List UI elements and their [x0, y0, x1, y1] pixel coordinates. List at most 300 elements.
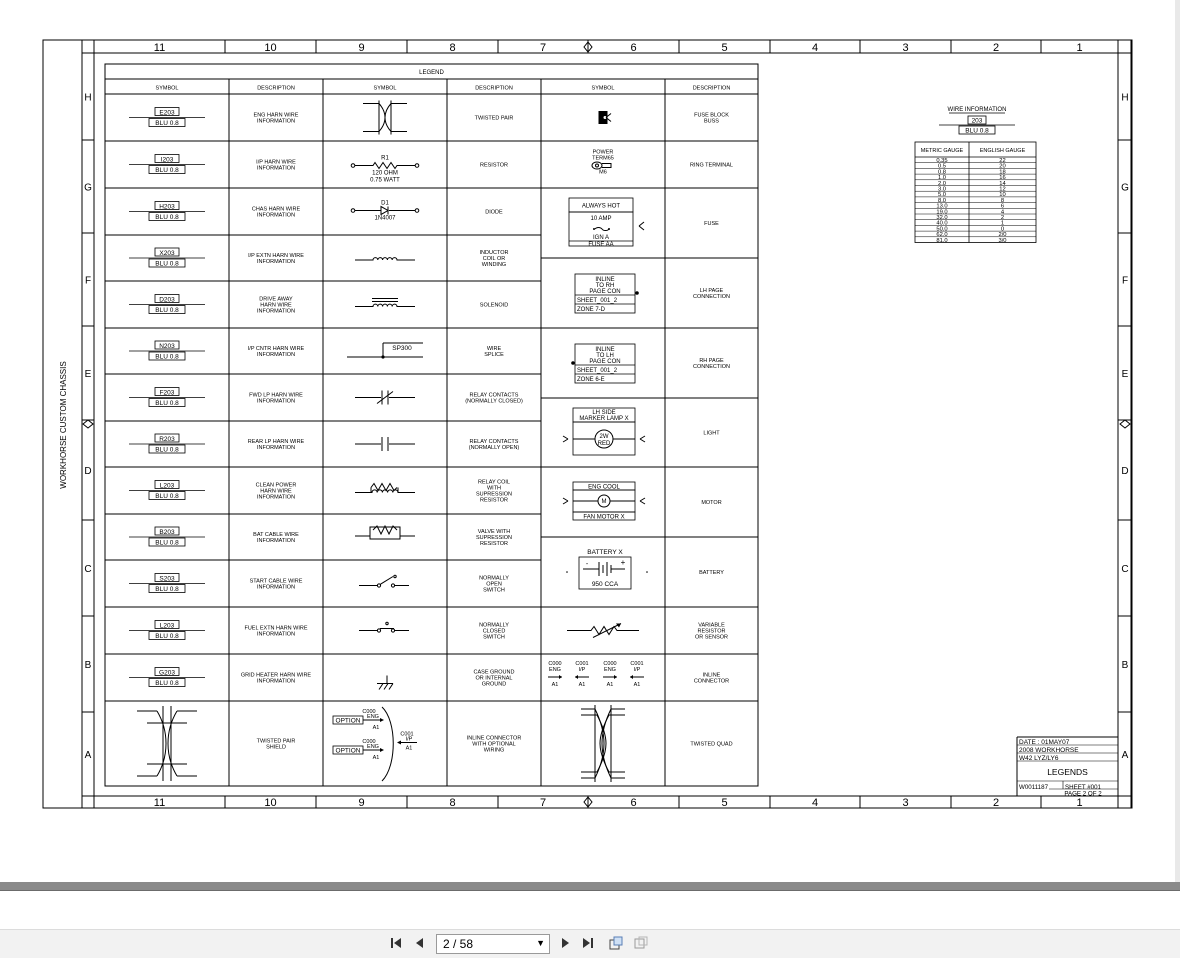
column-label: 8 [449, 797, 456, 809]
ring-terminal-label: TERM65 [592, 155, 614, 162]
title-block-date: DATE : 01MAY07 [1019, 739, 1070, 746]
light-arrow [563, 436, 568, 439]
wire-description: I/P CNTR HARN WIRE [247, 345, 305, 352]
gauge-metric: 0.8 [937, 169, 947, 176]
symbol-description: NORMALLY [479, 622, 509, 629]
connector-arrow [380, 718, 384, 722]
symbol-description: RELAY CONTACTS [469, 392, 519, 399]
wire-description: BAT CABLE WIRE [253, 531, 299, 538]
column-label: 4 [811, 797, 819, 809]
page-connector-label: INLINE [595, 347, 615, 353]
row-label: F [84, 275, 92, 287]
column-label: 1 [1076, 797, 1083, 809]
symbol-description: WIRING [483, 747, 505, 754]
first-page-icon[interactable] [388, 935, 404, 951]
gauge-metric: 40.0 [936, 220, 948, 227]
row-label: E [84, 369, 92, 380]
fuse-always-hot: ALWAYS HOT [581, 203, 621, 210]
symbol-description: BUSS [704, 118, 719, 125]
symbol-description: OPEN [486, 581, 502, 588]
battery-plus: + [620, 558, 626, 567]
motor-arrow [640, 498, 645, 501]
switch-blade [380, 577, 393, 585]
fuse-arrow [639, 222, 644, 226]
wire-description: REAR LP HARN WIRE [247, 438, 305, 445]
symbol-description: INLINE [702, 672, 721, 679]
column-label: 9 [358, 42, 365, 54]
symbol-description: WIRE [486, 345, 502, 352]
wire-description: CLEAN POWER [255, 482, 297, 489]
wire-description: GRID HEATER HARN WIRE [240, 672, 312, 679]
twisted-quad-symbol [581, 715, 625, 772]
symbol-description: LIGHT [703, 430, 720, 437]
inline-connector-harness: I/P [578, 667, 586, 673]
motor-arrow [563, 498, 568, 501]
option-label: OPTION [335, 747, 361, 755]
wire-description: HARN WIRE [260, 488, 292, 495]
symbol-description: CLOSED [482, 628, 506, 635]
ground-hatch [389, 684, 393, 690]
row-label: H [84, 92, 92, 104]
symbol-description: RESISTOR [479, 162, 509, 169]
column-label: 4 [811, 42, 819, 54]
row-label: A [1121, 750, 1129, 761]
title-block-sheet: SHEET #001 [1065, 784, 1102, 791]
symbol-description: SWITCH [483, 634, 505, 641]
symbol-description: RH PAGE [699, 357, 724, 364]
symbol-description: (NORMALLY CLOSED) [465, 398, 523, 405]
legend-title: LEGEND [419, 70, 444, 76]
wire-description: DRIVE AWAY [259, 296, 293, 303]
symbol-description: OR INTERNAL [475, 675, 513, 682]
gauge-english: 3/0 [998, 237, 1007, 244]
inductor-symbol [355, 258, 415, 260]
symbol-description: WINDING [481, 261, 507, 268]
gauge-english: 22 [999, 158, 1006, 164]
wire-description: INFORMATION [256, 631, 296, 638]
column-label: 8 [449, 42, 456, 54]
symbol-description: RELAY CONTACTS [469, 438, 519, 445]
gauge-header: METRIC GAUGE [920, 148, 964, 154]
row-label: C [1121, 564, 1129, 575]
wire-color: BLU 0.8 [155, 493, 179, 500]
motor-arrow [640, 501, 645, 504]
lamp-color: RED [597, 441, 611, 447]
light-arrow [563, 439, 568, 442]
page-navigation-toolbar [0, 929, 1180, 958]
light-arrow [640, 436, 645, 439]
page-connector-label: TO RH [595, 283, 615, 289]
row-label: E [1121, 369, 1129, 380]
wire-code: X203 [159, 249, 175, 257]
relay-coil-symbol [355, 490, 415, 493]
wire-code: I203 [160, 156, 174, 164]
connector-pin: A1 [372, 725, 380, 731]
solenoid-symbol [355, 304, 415, 306]
gauge-metric: 5.0 [937, 192, 947, 199]
previous-page-icon[interactable] [412, 935, 428, 951]
wire-description: INFORMATION [256, 537, 296, 544]
gauge-metric: 50.0 [936, 226, 948, 233]
wire-description: FWD LP HARN WIRE [249, 392, 303, 399]
wire-color: BLU 0.8 [155, 260, 179, 268]
switch-actuator [386, 622, 388, 624]
row-label: F [1121, 275, 1129, 287]
terminal-dot [351, 164, 355, 168]
page-number-value: 2 / 58 [443, 937, 474, 951]
wire-description: CHAS HARN WIRE [251, 206, 301, 213]
row-label: D [1121, 466, 1129, 477]
fit-page-icon[interactable] [633, 935, 649, 951]
symbol-description: CASE GROUND [473, 669, 515, 676]
column-label: 1 [1076, 42, 1083, 54]
symbol-description: (NORMALLY OPEN) [468, 444, 520, 451]
wire-code: B203 [159, 528, 175, 536]
gauge-english: 0 [1000, 226, 1005, 233]
wire-code: S203 [159, 575, 175, 583]
column-label: 7 [539, 42, 547, 54]
gauge-metric: 62.0 [936, 232, 948, 239]
legend-header: DESCRIPTION [257, 85, 295, 92]
connector-harness: ENG [367, 744, 379, 750]
symbol-description: RESISTOR [479, 497, 509, 504]
wire-color: BLU 0.8 [155, 446, 179, 454]
inline-connector-harness: I/P [633, 667, 641, 673]
column-label: 5 [721, 42, 728, 54]
wire-color: BLU 0.8 [155, 680, 179, 687]
wire-description: TWISTED PAIR [256, 738, 296, 745]
symbol-description: CONNECTION [693, 363, 730, 370]
wire-description: I/P EXTN HARN WIRE [248, 252, 304, 259]
ground-hatch [379, 684, 383, 690]
symbol-description: FUSE [704, 220, 719, 227]
title-block-model: W42 LYZ/LY6 [1019, 755, 1059, 762]
inline-connector-name: C000 [603, 661, 617, 667]
gauge-metric: 8.0 [937, 197, 947, 204]
column-label: 6 [630, 42, 637, 54]
symbol-description: RESISTOR [697, 628, 726, 635]
symbol-description: FUSE BLOCK [694, 112, 729, 119]
wire-description: I/P HARN WIRE [256, 159, 296, 166]
wire-description: INFORMATION [256, 165, 296, 172]
connector-pin: A1 [372, 755, 380, 761]
symbol-description: SUPRESSION [475, 491, 513, 498]
inline-connector-pin: A1 [551, 682, 559, 688]
battery-cca: 950 CCA [591, 581, 619, 588]
resistor-power: 0.75 WATT [370, 177, 400, 184]
column-label: 7 [539, 797, 547, 809]
twisted-pair-shield-symbol [137, 711, 197, 776]
wire-description: SHIELD [266, 744, 286, 751]
ring-terminal-label: M6 [599, 169, 607, 176]
wire-color: BLU 0.8 [155, 539, 179, 547]
twisted-quad-symbol [581, 709, 625, 778]
inline-connector-name: C000 [548, 661, 562, 667]
row-label: G [1121, 182, 1129, 194]
chevron-down-icon: ▼ [536, 938, 545, 948]
wire-description: HARN WIRE [260, 302, 292, 309]
legend-header: DESCRIPTION [475, 85, 513, 92]
diode-ref: D1 [381, 200, 389, 207]
symbol-description: OR SENSOR [694, 634, 729, 641]
gauge-english: 2 [1000, 215, 1005, 221]
splice-label: SP300 [392, 345, 412, 352]
column-label: 6 [630, 797, 637, 809]
gauge-metric: 1.0 [937, 175, 947, 182]
gauge-english: 10 [999, 192, 1006, 199]
symbol-description: CONNECTION [693, 293, 730, 300]
gauge-metric: 0.5 [937, 163, 947, 170]
page-connector-zone: ZONE 7-D [577, 307, 606, 313]
page-connector-zone: ZONE 6-E [577, 377, 605, 383]
wire-description: INFORMATION [256, 212, 296, 219]
inline-connector-pin: A1 [633, 682, 641, 688]
symbol-description: WITH [486, 485, 502, 492]
legend-header: DESCRIPTION [692, 85, 731, 92]
symbol-description: NORMALLY [479, 575, 509, 582]
symbol-description: CONNECTOR [693, 678, 730, 685]
symbol-description: COIL OR [482, 255, 506, 262]
column-label: 2 [992, 797, 1000, 809]
terminal-dot [415, 209, 419, 213]
inline-connector-name: C001 [575, 661, 589, 667]
wire-description: INFORMATION [256, 494, 296, 501]
wire-color: BLU 0.8 [155, 633, 179, 640]
motor-letter: M [601, 499, 607, 505]
connector-harness: I/P [405, 736, 413, 743]
connector-harness: ENG [367, 714, 379, 720]
page-connector-label: INLINE [595, 277, 615, 283]
symbol-description: RING TERMINAL [690, 162, 733, 169]
last-page-icon[interactable] [580, 935, 596, 951]
viewer-empty-area [0, 891, 1180, 929]
page-connector-dot [571, 361, 575, 365]
gauge-metric: 32.0 [936, 215, 948, 221]
symbol-description: GROUND [481, 681, 507, 688]
symbol-description: SWITCH [483, 587, 505, 594]
wire-code: R203 [159, 435, 175, 443]
column-label: 9 [358, 797, 365, 809]
gauge-metric: 81.0 [936, 237, 948, 244]
symbol-description: DIODE [485, 209, 503, 216]
wire-description: INFORMATION [256, 444, 296, 451]
row-label: D [84, 466, 92, 477]
ground-hatch [384, 684, 388, 690]
row-label: A [84, 750, 92, 761]
connector-bracket [382, 707, 393, 781]
inline-connector-arrow [575, 675, 578, 679]
row-label: C [84, 564, 92, 575]
gauge-english: 8 [1000, 197, 1005, 204]
connector-name: C001 [400, 731, 414, 738]
switch-pivot [377, 629, 380, 632]
battery-minus: - [585, 561, 589, 568]
wire-description: INFORMATION [256, 584, 296, 591]
motor-label: FAN MOTOR X [583, 514, 625, 521]
switch-actuator [394, 575, 396, 577]
symbol-description: WITH OPTIONAL [472, 741, 516, 748]
fuse-name: FUSE AA [588, 242, 614, 248]
column-label: 2 [992, 42, 1000, 54]
vertical-scrollbar[interactable] [1175, 0, 1180, 882]
inline-connector-arrow [559, 675, 562, 679]
symbol-description: LH PAGE [699, 287, 724, 294]
title-block-title: LEGENDS [1047, 767, 1088, 777]
option-label: OPTION [335, 717, 361, 725]
gauge-english: 20 [999, 163, 1006, 170]
splice-dot [381, 355, 384, 358]
inline-connector-arrow [630, 675, 633, 679]
ring-terminal-label: POWER [592, 149, 614, 156]
symbol-description: INLINE CONNECTOR [466, 735, 522, 742]
column-label: 10 [264, 797, 277, 809]
resistor-ref: R1 [381, 155, 389, 162]
symbol-description: TWISTED PAIR [474, 115, 514, 122]
title-block-page: PAGE 2 OF 2 [1064, 790, 1102, 798]
symbol-description: SUPRESSION [475, 534, 513, 541]
legend-header: SYMBOL [155, 85, 179, 92]
connector-arrow [380, 748, 384, 752]
terminal-dot [415, 164, 419, 168]
gauge-metric: 13.0 [936, 203, 948, 210]
light-arrow [640, 439, 645, 442]
wire-color: BLU 0.8 [155, 214, 179, 221]
fuse-amp: 10 AMP [590, 216, 612, 222]
column-label: 3 [902, 797, 909, 809]
legend-header: SYMBOL [373, 85, 397, 92]
gauge-english: 18 [999, 169, 1006, 176]
switch-contact [391, 584, 394, 587]
gauge-metric: 0.35 [936, 158, 948, 164]
symbol-description: MOTOR [701, 499, 722, 506]
battery-dot [566, 571, 568, 573]
wire-description: INFORMATION [256, 351, 296, 358]
next-page-icon[interactable] [557, 935, 573, 951]
terminal-dot [351, 209, 355, 213]
symbol-description: BATTERY [699, 569, 724, 576]
gauge-english: 14 [999, 180, 1006, 187]
inline-connector-pin: A1 [606, 682, 614, 688]
wire-color: BLU 0.8 [155, 120, 179, 127]
gauge-header: ENGLISH GAUGE [979, 148, 1026, 154]
symbol-description: INDUCTOR [479, 249, 509, 256]
symbol-description: SOLENOID [479, 302, 509, 309]
inline-connector-pin: A1 [578, 682, 586, 688]
gauge-english: 4 [1000, 209, 1005, 216]
row-label: H [1121, 92, 1129, 104]
symbol-description: VALVE WITH [477, 528, 511, 535]
symbol-description: RELAY COIL [478, 479, 510, 486]
fuse-ign: IGN A [592, 235, 610, 241]
wire-code: L203 [159, 482, 175, 490]
wire-code: E203 [159, 109, 175, 117]
gauge-metric: 2.0 [937, 180, 947, 187]
wire-info-title: WIRE INFORMATION [947, 107, 1007, 113]
wire-code: D203 [159, 296, 175, 304]
column-label: 11 [153, 797, 166, 809]
center-mark [1120, 420, 1130, 428]
gauge-english: 2/0 [998, 232, 1007, 239]
variable-resistor-symbol [567, 627, 639, 635]
legend-header: SYMBOL [591, 85, 615, 92]
gauge-metric: 19.0 [936, 209, 948, 216]
rotate-view-icon[interactable] [608, 935, 624, 951]
fuse-arrow [639, 226, 644, 230]
motor-label: ENG COOL [588, 484, 620, 491]
connector-pin: A1 [405, 745, 413, 752]
side-title: WORKHORSE CUSTOM CHASSIS [59, 361, 68, 489]
wire-color: BLU 0.8 [155, 586, 179, 593]
wire-description: INFORMATION [256, 308, 296, 315]
row-label: G [84, 182, 92, 194]
diode-symbol [381, 207, 388, 215]
column-label: 11 [153, 42, 166, 54]
wire-description: INFORMATION [256, 258, 296, 265]
page-connector-label: TO LH [596, 353, 614, 359]
page-number-select[interactable] [436, 934, 550, 954]
wire-description: INFORMATION [256, 398, 296, 405]
title-block-doc: W0011187 [1019, 784, 1049, 791]
symbol-description: TWISTED QUAD [690, 741, 733, 748]
page-connector-sheet: SHEET_001_2 [577, 368, 618, 374]
ring-terminal-barrel [602, 164, 611, 168]
wire-color: BLU 0.8 [155, 353, 179, 361]
light-label: MARKER LAMP X [579, 416, 629, 422]
resistor-symbol [355, 163, 415, 169]
light-label: LH SIDE [592, 410, 616, 416]
gauge-metric: 3.0 [937, 186, 947, 193]
inline-connector-name: C001 [630, 661, 644, 667]
gauge-english: 12 [999, 186, 1006, 193]
diode-part: 1N4007 [374, 215, 396, 222]
gauge-english: 1 [1000, 220, 1005, 227]
row-label: B [1121, 660, 1129, 671]
gauge-english: 16 [999, 175, 1006, 182]
wire-description: START CABLE WIRE [249, 578, 303, 585]
resistor-value: 120 OHM [372, 170, 398, 177]
battery-label: BATTERY X [587, 549, 623, 556]
symbol-description: RESISTOR [479, 540, 509, 547]
wire-code: G203 [159, 669, 175, 677]
inline-connector-arrow [614, 675, 617, 679]
wire-code: N203 [159, 342, 175, 350]
column-label: 10 [264, 42, 277, 54]
inline-connector-harness: ENG [549, 667, 561, 673]
wire-code: L203 [159, 622, 175, 630]
wire-description: INFORMATION [256, 118, 296, 125]
ring-terminal-symbol [592, 162, 602, 169]
page-connector-sheet: SHEET_001_2 [577, 298, 618, 304]
page-connector-label: PAGE CON [589, 359, 621, 365]
wire-info-color: BLU 0.8 [965, 127, 989, 135]
twisted-pair-symbol [363, 104, 407, 132]
row-label: B [84, 660, 92, 671]
symbol-description: SPLICE [484, 351, 504, 358]
lamp-watts: 2W [599, 434, 609, 440]
fuse-dot [608, 228, 610, 230]
motor-arrow [563, 501, 568, 504]
connector-name: C000 [362, 739, 376, 745]
wire-color: BLU 0.8 [155, 167, 179, 174]
wire-description: INFORMATION [256, 678, 296, 685]
wire-code: H203 [159, 203, 175, 211]
viewer-separator [0, 882, 1180, 891]
inline-connector-harness: ENG [604, 667, 616, 673]
title-block-company: 2008 WORKHORSE [1019, 747, 1079, 754]
center-mark [83, 420, 93, 428]
wire-color: BLU 0.8 [155, 307, 179, 314]
fuse-dot [593, 228, 595, 230]
